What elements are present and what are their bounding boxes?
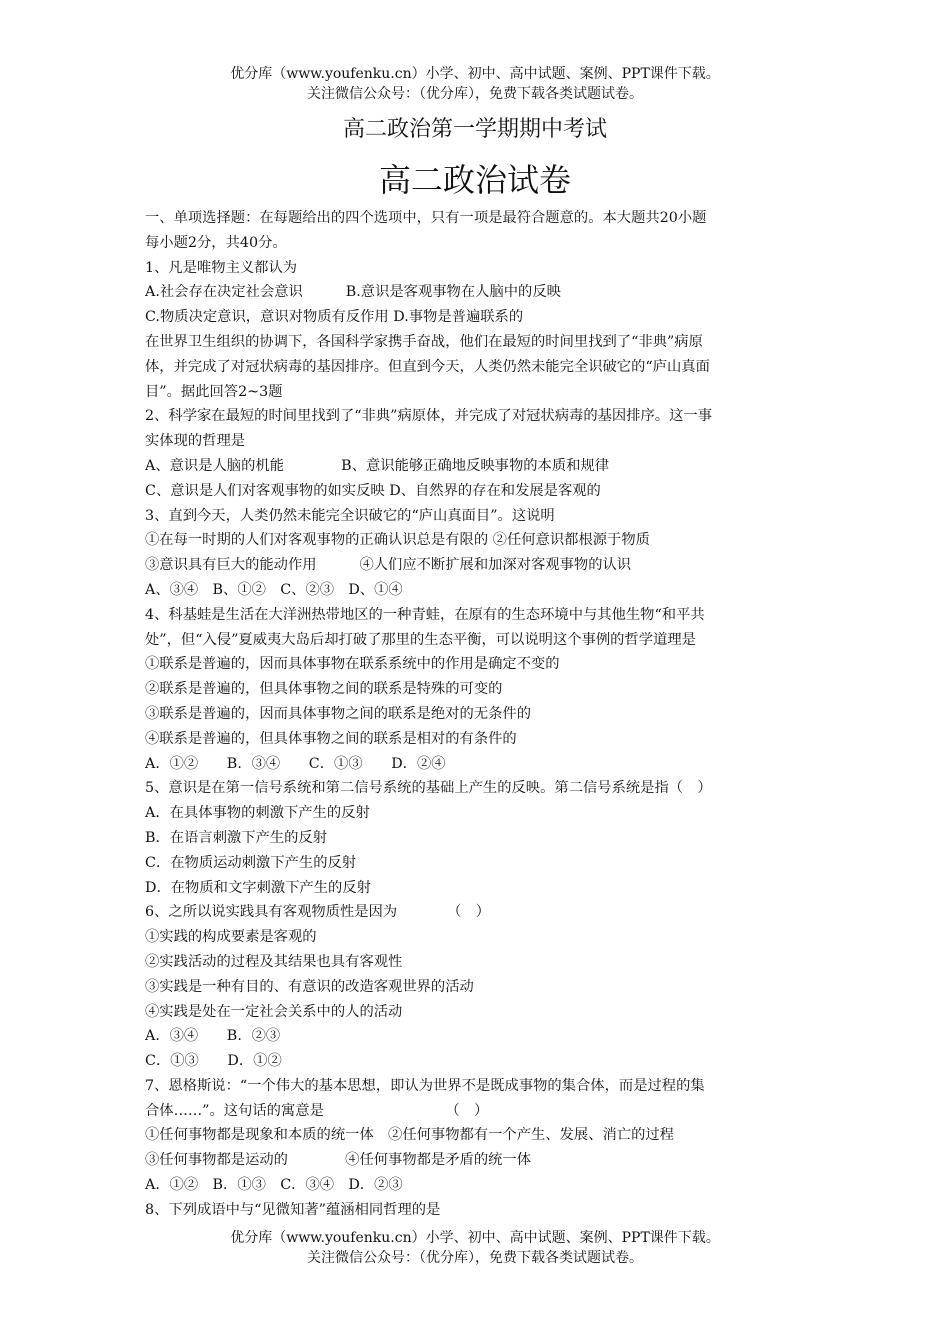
text-line: 处”，但“入侵”夏威夷大岛后却打破了那里的生态平衡，可以说明这个事例的哲学道理是	[145, 631, 696, 648]
text-line: ①实践的构成要素是客观的	[145, 929, 317, 946]
text-line: A．①② B．③④ C．①③ D．②④	[145, 755, 446, 772]
text-line: C．①③ D．①②	[145, 1053, 282, 1070]
text-line: A、③④ B、①② C、②③ D、①④	[145, 581, 403, 598]
question-body	[145, 206, 810, 1223]
text-line: 体，并完成了对冠状病毒的基因排序。但直到今天，人类仍然未能完全识破它的“庐山真面	[145, 358, 710, 375]
text-line: B．在语言刺激下产生的反射	[145, 829, 328, 846]
text-line: A．在具体事物的刺激下产生的反射	[145, 805, 370, 822]
text-line: ③意识具有巨大的能动作用 ④人们应不断扩展和加深对客观事物的认识	[145, 557, 632, 574]
text-line: C、意识是人们对客观事物的如实反映 D、自然界的存在和发展是客观的	[145, 482, 601, 499]
text-line: ①任何事物都是现象和本质的统一体 ②任何事物都有一个产生、发展、消亡的过程	[145, 1127, 674, 1144]
text-line: 实体现的哲理是	[145, 433, 246, 450]
text-line: ②联系是普遍的，但具体事物之间的联系是特殊的可变的	[145, 681, 503, 698]
text-line: ①联系是普遍的，因而具体事物在联系系统中的作用是确定不变的	[145, 656, 560, 673]
text-line: ③实践是一种有目的、有意识的改造客观世界的活动	[145, 978, 474, 995]
text-line: 每小题2分，共40分。	[145, 234, 287, 251]
text-line: ②实践活动的过程及其结果也具有客观性	[145, 953, 403, 970]
page-footer	[0, 1228, 950, 1268]
text-line: 一、单项选择题：在每题给出的四个选项中，只有一项是最符合题意的。本大题共20小题	[145, 210, 707, 226]
header-line-2: 关注微信公众号：（优分库），免费下载各类试题试卷。	[307, 86, 643, 102]
text-line: 2、科学家在最短的时间里找到了“非典”病原体，并完成了对冠状病毒的基因排序。这一事	[145, 408, 712, 425]
text-line: 8、下列成语中与“见微知著”蕴涵相同哲理的是	[145, 1201, 441, 1218]
text-line: 5、意识是在第一信号系统和第二信号系统的基础上产生的反映。第二信号系统是指（ ）	[145, 780, 712, 797]
text-line: ①在每一时期的人们对客观事物的正确认识总是有限的 ②任何意识都根源于物质	[145, 532, 650, 549]
text-line: A．①② B．①③ C．③④ D．②③	[145, 1177, 403, 1194]
text-line: ④联系是普遍的，但具体事物之间的联系是相对的有条件的	[145, 730, 517, 747]
header-line-1: 优分库（www.youfenku.cn）小学、初中、高中试题、案例、PPT课件下载。	[230, 66, 720, 82]
text-line: 3、直到今天，人类仍然未能完全识破它的“庐山真面目”。这说明	[145, 507, 555, 524]
text-line: 在世界卫生组织的协调下，各国科学家携手奋战，他们在最短的时间里找到了“非典”病原	[145, 333, 703, 350]
text-line: D．在物质和文字刺激下产生的反射	[145, 879, 371, 896]
exam-subtitle: 高二政治第一学期期中考试	[342, 117, 607, 142]
text-line: 7、恩格斯说：“一个伟大的基本思想，即认为世界不是既成事物的集合体，而是过程的集	[145, 1077, 705, 1094]
text-line: C.物质决定意识，意识对物质有反作用 D.事物是普遍联系的	[145, 309, 524, 326]
text-line: 目”。据此回答2~3题	[145, 383, 283, 400]
text-line: 4、科基蛙是生活在大洋洲热带地区的一种青蛙，在原有的生态环境中与其他生物“和平共	[145, 606, 705, 623]
text-line: 合体……”。这句话的寓意是 （ ）	[145, 1102, 489, 1119]
text-line: A．③④ B．②③	[145, 1028, 281, 1045]
text-line: A、意识是人脑的机能 B、意识能够正确地反映事物的本质和规律	[145, 457, 610, 474]
exam-title: 高二政治试卷	[378, 161, 571, 199]
page-header	[0, 64, 950, 104]
text-line: ③联系是普遍的，因而具体事物之间的联系是绝对的无条件的	[145, 705, 532, 722]
text-line: ④实践是处在一定社会关系中的人的活动	[145, 1003, 403, 1020]
text-line: 6、之所以说实践具有客观物质性是因为 （ ）	[145, 904, 491, 921]
text-line: A.社会存在决定社会意识 B.意识是客观事物在人脑中的反映	[145, 284, 561, 301]
text-line: ③任何事物都是运动的 ④任何事物都是矛盾的统一体	[145, 1152, 532, 1169]
footer-line-2: 关注微信公众号：（优分库），免费下载各类试题试卷。	[307, 1250, 643, 1266]
footer-line-1: 优分库（www.youfenku.cn）小学、初中、高中试题、案例、PPT课件下载。	[230, 1230, 720, 1246]
text-line: 1、凡是唯物主义都认为	[145, 259, 298, 276]
text-line: C．在物质运动刺激下产生的反射	[145, 854, 357, 871]
